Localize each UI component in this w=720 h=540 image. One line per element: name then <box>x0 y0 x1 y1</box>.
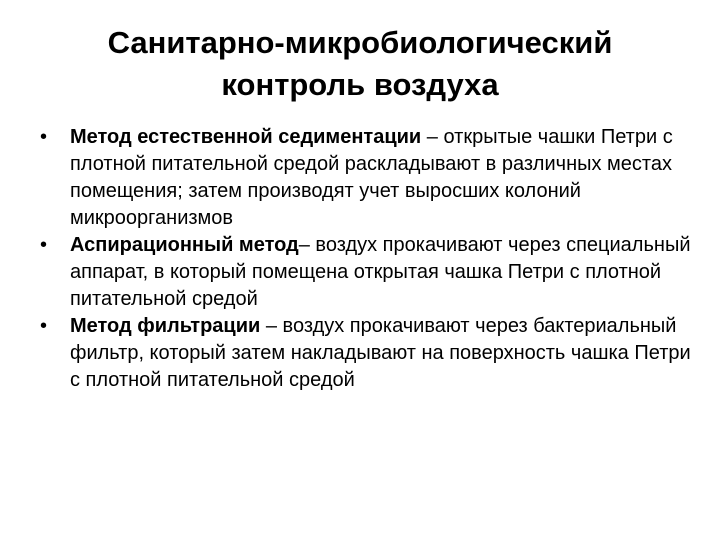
slide-title-line-1: Санитарно-микробиологический <box>107 25 613 60</box>
slide-title <box>40 22 680 106</box>
bullet-text: – воздух прокачивают через бактериальный фильтр, который затем накладывают на поверхность чашка Петри с плотной питательной средой <box>70 315 691 391</box>
bullet-list <box>36 124 700 394</box>
bullet-item-aspiration <box>36 232 700 313</box>
bullet-dot-icon: • <box>40 126 48 148</box>
bullet-text: – открытые чашки Петри с плотной питательной средой раскладывают в различных местах помещения; затем производят учет выросших колоний микроорганизмов <box>70 126 673 229</box>
bullet-dot-icon: • <box>40 234 48 256</box>
bullet-dot-icon: • <box>40 315 48 337</box>
bullet-term: Метод фильтрации <box>70 315 261 337</box>
slide-title-line-2: контроль воздуха <box>221 67 499 102</box>
bullet-item-sedimentation <box>36 124 700 232</box>
bullet-text: – воздух прокачивают через специальный аппарат, в который помещена открытая чашка Петри с плотной питательной средой <box>70 234 691 310</box>
bullet-term: Метод естественной седиментации <box>70 126 422 148</box>
bullet-item-filtration <box>36 313 700 394</box>
bullet-term: Аспирационный метод <box>70 234 299 256</box>
